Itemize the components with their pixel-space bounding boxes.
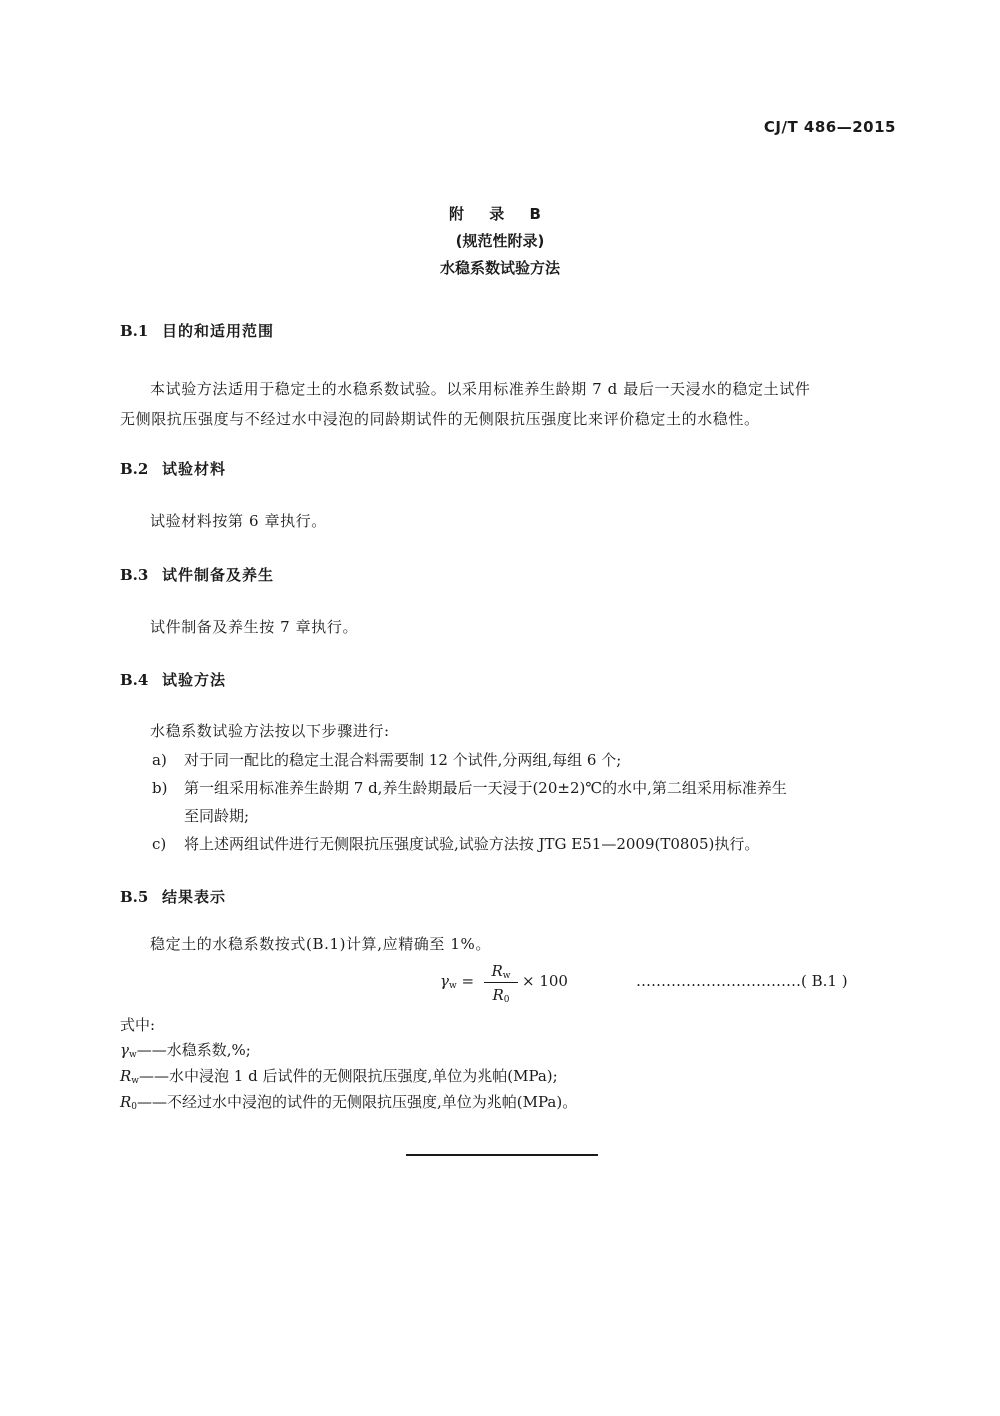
- section-title: 试验材料: [162, 460, 227, 478]
- b1-line-2: 无侧限抗压强度与不经过水中浸泡的同龄期试件的无侧限抗压强度比来评价稳定土的水稳性。: [120, 410, 760, 428]
- list-label: b): [152, 779, 168, 797]
- section-title: 试件制备及养生: [162, 566, 275, 584]
- b5-intro: 稳定土的水稳系数按式(B.1)计算,应精确至 1%。: [150, 935, 491, 953]
- where-label: 式中:: [120, 1016, 156, 1034]
- list-text: [184, 774, 890, 830]
- section-number: B.2: [120, 460, 149, 478]
- section-heading-b2: [120, 458, 226, 479]
- section-title: 结果表示: [162, 888, 227, 906]
- end-rule-divider: [406, 1154, 598, 1156]
- list-item-b: [120, 774, 890, 830]
- section-number: B.5: [120, 888, 149, 906]
- list-text-line-1: 第一组采用标准养生龄期 7 d,养生龄期最后一天浸于(20±2)℃的水中,第二组采用标准养生: [184, 779, 787, 797]
- formula-reference: ……………………………( B.1 ): [636, 972, 848, 990]
- list-item-a: [120, 746, 890, 774]
- formula-numerator: $R_w$: [484, 960, 518, 983]
- list-text-line-2: 至同龄期;: [184, 807, 250, 825]
- standard-number: CJ/T 486—2015: [763, 118, 896, 136]
- list-item-c: [120, 830, 890, 858]
- section-number: B.4: [120, 671, 149, 689]
- list-text: 将上述两组试件进行无侧限抗压强度试验,试验方法按 JTG E51—2009(T0805)执行。: [184, 835, 760, 853]
- formula-denominator: $R_0$: [492, 986, 510, 1005]
- section-number: B.1: [120, 322, 149, 340]
- list-label: c): [152, 835, 167, 853]
- definition-r-0: $R_0——$不经过水中浸泡的试件的无侧限抗压强度,单位为兆帕(MPa)。: [120, 1093, 578, 1112]
- list-label: a): [152, 751, 167, 769]
- b3-paragraph: 试件制备及养生按 7 章执行。: [150, 618, 359, 636]
- appendix-name: 水稳系数试验方法: [439, 259, 560, 277]
- list-text: 对于同一配比的稳定土混合料需要制 12 个试件,分两组,每组 6 个;: [184, 751, 622, 769]
- section-heading-b3: [120, 564, 274, 585]
- formula-lhs: $\gamma_w$ =: [440, 972, 475, 991]
- b2-paragraph: 试验材料按第 6 章执行。: [150, 512, 327, 530]
- section-title: 目的和适用范围: [162, 322, 275, 340]
- section-heading-b4: [120, 669, 226, 690]
- section-heading-b1: [120, 320, 274, 341]
- definition-gamma-w: $\gamma_w——$水稳系数,%;: [120, 1041, 251, 1060]
- section-title: 试验方法: [162, 671, 227, 689]
- appendix-title: 附 录 B: [449, 205, 551, 223]
- section-heading-b5: [120, 886, 226, 907]
- definition-r-w: $R_w——$水中浸泡 1 d 后试件的无侧限抗压强度,单位为兆帕(MPa);: [120, 1067, 558, 1086]
- b1-line-1: 本试验方法适用于稳定土的水稳系数试验。以采用标准养生龄期 7 d 最后一天浸水的稳定土试件: [150, 380, 811, 398]
- b1-paragraph: [120, 374, 890, 434]
- formula-fraction: [484, 960, 518, 1005]
- b4-intro: 水稳系数试验方法按以下步骤进行:: [150, 722, 390, 740]
- section-number: B.3: [120, 566, 149, 584]
- appendix-type: (规范性附录): [455, 232, 545, 250]
- formula-multiplier: × 100: [522, 972, 568, 990]
